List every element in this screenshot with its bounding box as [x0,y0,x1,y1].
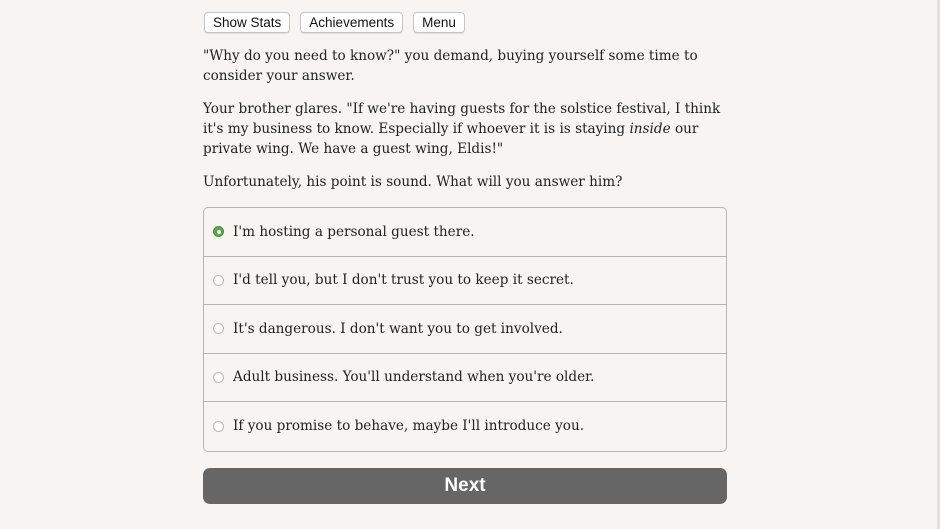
radio-button-icon[interactable] [213,275,224,286]
story-paragraph-1: "Why do you need to know?" you demand, buying yourself some time to consider your answer. [203,48,698,84]
radio-button-icon[interactable] [213,372,224,383]
top-toolbar [204,12,465,34]
story-paragraph-2-start: Your brother glares. "If we're having guests for the solstice festival, I think it's my business to know. Especially if whoever it is is staying [203,101,721,137]
next-button[interactable]: Next [203,468,727,504]
story-paragraph-2 [203,99,733,159]
choice-option[interactable] [204,257,726,306]
story-text [203,46,733,205]
choice-label: It's dangerous. I don't want you to get involved. [233,320,563,337]
choice-label: Adult business. You'll understand when you're older. [233,369,595,386]
choice-label: I'd tell you, but I don't trust you to keep it secret. [233,272,574,289]
choice-option[interactable] [204,208,726,257]
choice-option[interactable] [204,354,726,403]
radio-button-icon[interactable] [213,226,224,237]
show-stats-button[interactable]: Show Stats [204,12,290,33]
story-emphasis: inside [629,121,671,137]
story-paragraph-3: Unfortunately, his point is sound. What will you answer him? [203,174,623,190]
radio-button-icon[interactable] [213,323,224,334]
choice-option[interactable] [204,402,726,451]
choice-label: I'm hosting a personal guest there. [233,223,475,240]
choice-list [203,207,727,452]
radio-button-icon[interactable] [213,421,224,432]
menu-button[interactable]: Menu [413,12,465,33]
achievements-button[interactable]: Achievements [300,12,403,33]
choice-label: If you promise to behave, maybe I'll introduce you. [233,418,585,435]
choice-option[interactable] [204,305,726,354]
story-paragraph-2-end: our private wing. We have a guest wing, Eldis!" [203,121,699,157]
